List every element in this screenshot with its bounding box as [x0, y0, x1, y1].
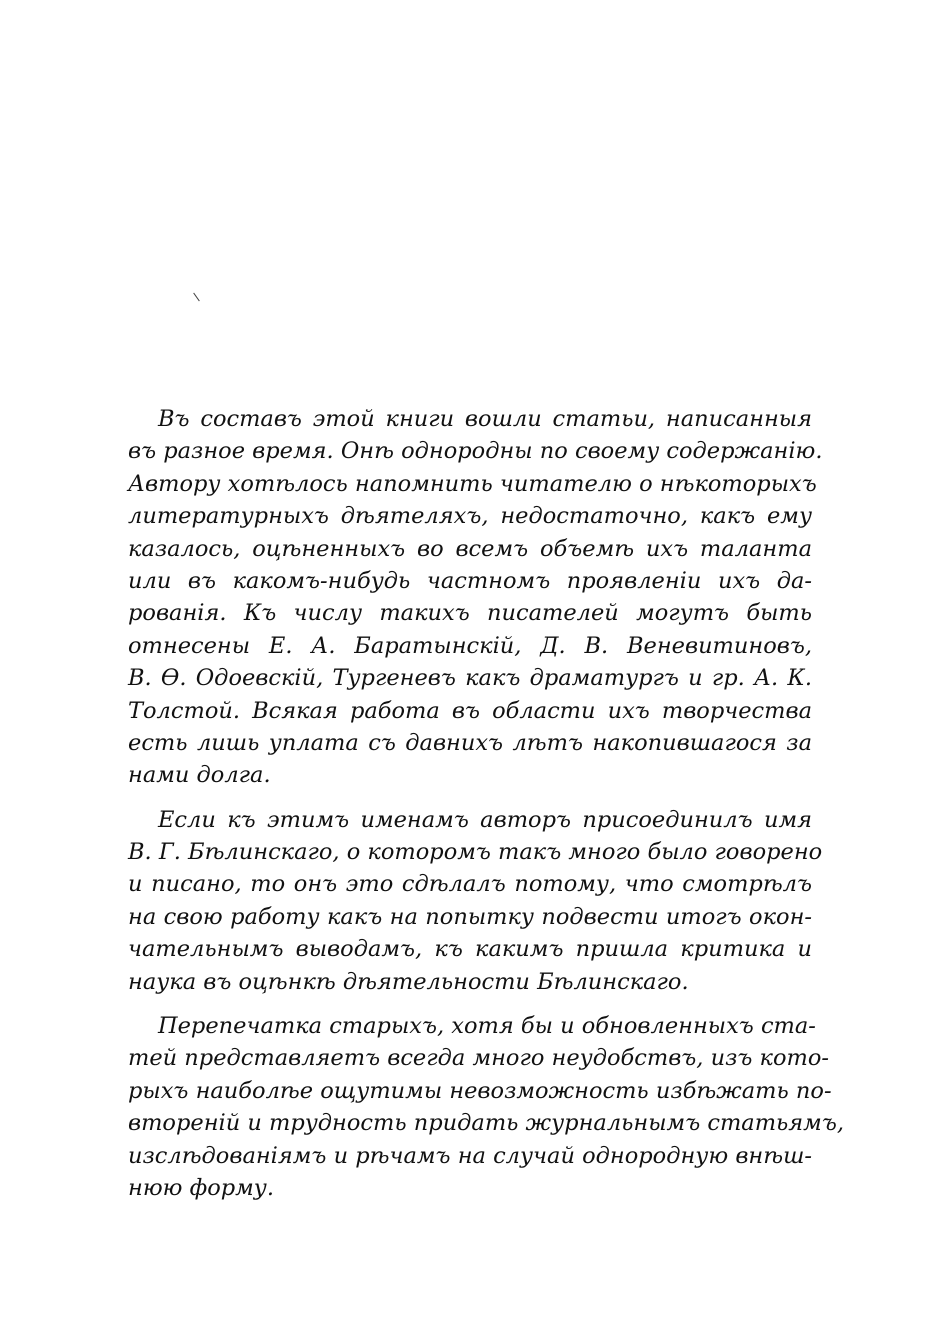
- text-line: или въ какомъ-нибудь частномъ проявленіи ихъ да-: [128, 567, 812, 594]
- text-line: нами долга.: [128, 762, 271, 789]
- text-line: чательнымъ выводамъ, къ какимъ пришла критика и: [128, 936, 812, 963]
- text-line: втореній и трудность придать журнальнымъ статьямъ,: [128, 1110, 844, 1137]
- paragraph-2: [128, 804, 823, 998]
- text-line: Если къ этимъ именамъ авторъ присоединилъ имя: [158, 806, 812, 833]
- text-line: казалось, оцѣненныхъ во всемъ объемѣ ихъ таланта: [128, 535, 812, 562]
- text-line: отнесены Е. А. Баратынскій, Д. В. Веневитиновъ,: [128, 632, 812, 659]
- text-line: въ разное время. Онѣ однородны по своему содержанію.: [128, 438, 823, 465]
- preface-text: [128, 403, 844, 1216]
- paragraph-1: [128, 403, 823, 792]
- text-line: изслѣдованіямъ и рѣчамъ на случай однородную внѣш-: [128, 1142, 813, 1169]
- text-line: наука въ оцѣнкѣ дѣятельности Бѣлинскаго.: [128, 968, 689, 995]
- text-line: есть лишь уплата съ давнихъ лѣтъ накопившагося за: [128, 729, 812, 756]
- text-line: Автору хотѣлось напомнить читателю о нѣкоторыхъ: [128, 470, 817, 497]
- text-line: нюю форму.: [128, 1174, 275, 1201]
- paragraph-3: [128, 1010, 844, 1204]
- text-line: и писано, то онъ это сдѣлалъ потому, что смотрѣлъ: [128, 871, 812, 898]
- stray-ink-mark: [193, 293, 200, 302]
- text-line: литературныхъ дѣятеляхъ, недостаточно, какъ ему: [128, 503, 812, 530]
- text-line: В. Г. Бѣлинскаго, о которомъ такъ много было говорено: [128, 839, 823, 866]
- text-line: Перепечатка старыхъ, хотя бы и обновленныхъ ста-: [158, 1013, 816, 1040]
- text-line: рованія. Къ числу такихъ писателей могутъ быть: [128, 600, 812, 627]
- text-line: Толстой. Всякая работа въ области ихъ творчества: [128, 697, 812, 724]
- text-line: рыхъ наиболѣе ощутимы невозможность избѣжать по-: [128, 1077, 832, 1104]
- text-line: на свою работу какъ на попытку подвести итогъ окон-: [128, 903, 812, 930]
- text-line: В. Ѳ. Одоевскій, Тургеневъ какъ драматургъ и гр. А. К.: [128, 665, 812, 692]
- text-line: тей представляетъ всегда много неудобствъ, изъ кото-: [128, 1045, 829, 1072]
- text-line: Въ составъ этой книги вошли статьи, написанныя: [158, 406, 812, 432]
